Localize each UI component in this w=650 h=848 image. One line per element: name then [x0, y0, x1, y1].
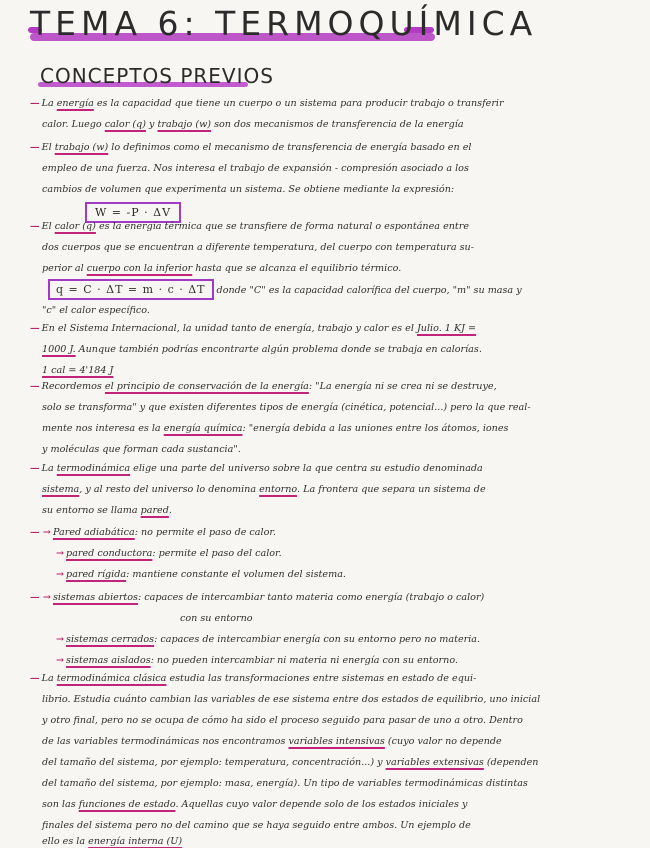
paragraph-classical: — La termodinámica clásica estudia las transformaciones entre sistemas en estado de equi- librio. Estudia cuánto cambian las variables de ese sistema entre dos estados de equilibrio, uno inicial y otro final, pero no se ocupa de cómo ha sido el proceso seguido para pasar de uno a otro. Dentro de las variables termodinámicas nos encontramos variables intensivas (cuyo valor no depende del tamaño del sistema, por ejemplo: temperatura, concentración...) y variables extensivas (dependen del tamaño del sistema, por ejemplo: masa, energía). Un tipo de variables termodinámicas distintas son las funciones de estado. Aquellas cuyo valor depende solo de los estados iniciales y finales del sistema pero no del camino que se haya seguido entre ambos. Un ejemplo de	[30, 673, 541, 831]
system-types-list: — → sistemas abiertos: capaces de intercambiar tanto materia como energía (trabajo o calor) con su entorno → sistemas cerrados: capaces de intercambiar energía con su entorno pero no materia. → sistemas aislados: no pueden intercambiar ni materia ni energía con su entorno.	[30, 592, 485, 666]
wall-types-list: — → Pared adiabática: no permite el paso de calor. → pared conductora: permite el paso del calor. → pared rígida: mantiene constante el volumen del sistema.	[30, 527, 346, 580]
work-formula: W = -P · ΔV	[85, 202, 181, 223]
paragraph-units: — En el Sistema Internacional, la unidad tanto de energía, trabajo y calor es el Julio. 1 KJ = 1000 J. Aunque también podrías encontrarte algún problema donde se trabaja en calorías. 1 cal = 4'184 J	[30, 323, 482, 376]
paragraph-work: — El trabajo (w) lo definimos como el mecanismo de transferencia de energía basado en el empleo de una fuerza. Nos interesa el trabajo de expansión - compresión asociado a los cambios de volumen que experimenta un sistema. Se obtiene mediante la expresión: W = -P · ΔV	[30, 137, 630, 223]
section-subtitle: CONCEPTOS PREVIOS	[40, 64, 274, 88]
paragraph-energy: — La energía es la capacidad que tiene un cuerpo o un sistema para producir trabajo o transferir calor. Luego calor (q) y trabajo (w) son dos mecanismos de transferencia de la energía	[30, 98, 504, 130]
paragraph-thermodynamics: — La termodinámica elige una parte del universo sobre la que centra su estudio denominada sistema, y al resto del universo lo denomina entorno. La frontera que separa un sistema de su entorno se llama pared.	[30, 463, 486, 516]
page-title: TEMA 6: TERMOQUÍMICA	[30, 4, 538, 43]
list-item: pared rígida	[66, 569, 127, 580]
paragraph-conservation: — Recordemos el principio de conservación de la energía: "La energía ni se crea ni se destruye, solo se transforma" y que existen diferentes tipos de energía (cinética, potencial...) pero la que real- mente nos interesa es la energía química: "energía debida a las uniones entre los átomos, iones y moléculas que forman cada sustancia".	[30, 381, 531, 455]
heat-formula: q = C · ΔT = m · c · ΔT	[48, 279, 214, 300]
list-item: Pared adiabática	[52, 527, 135, 538]
list-item: pared conductora	[66, 548, 153, 559]
last-line: ello es la energía interna (U)	[42, 836, 183, 847]
paragraph-heat: — El calor (q) es la energía térmica que se transfiere de forma natural o espontánea entre dos cuerpos que se encuentran a diferente temperatura, del cuerpo con temperatura su- perior al cuerpo con la inferior hasta que se alcanza el equilibrio térmico. q = C · ΔT = m · c · ΔT donde "C" es la capacidad calorífica del cuerpo, "m" su masa y "c" el calor específico.	[30, 221, 522, 316]
